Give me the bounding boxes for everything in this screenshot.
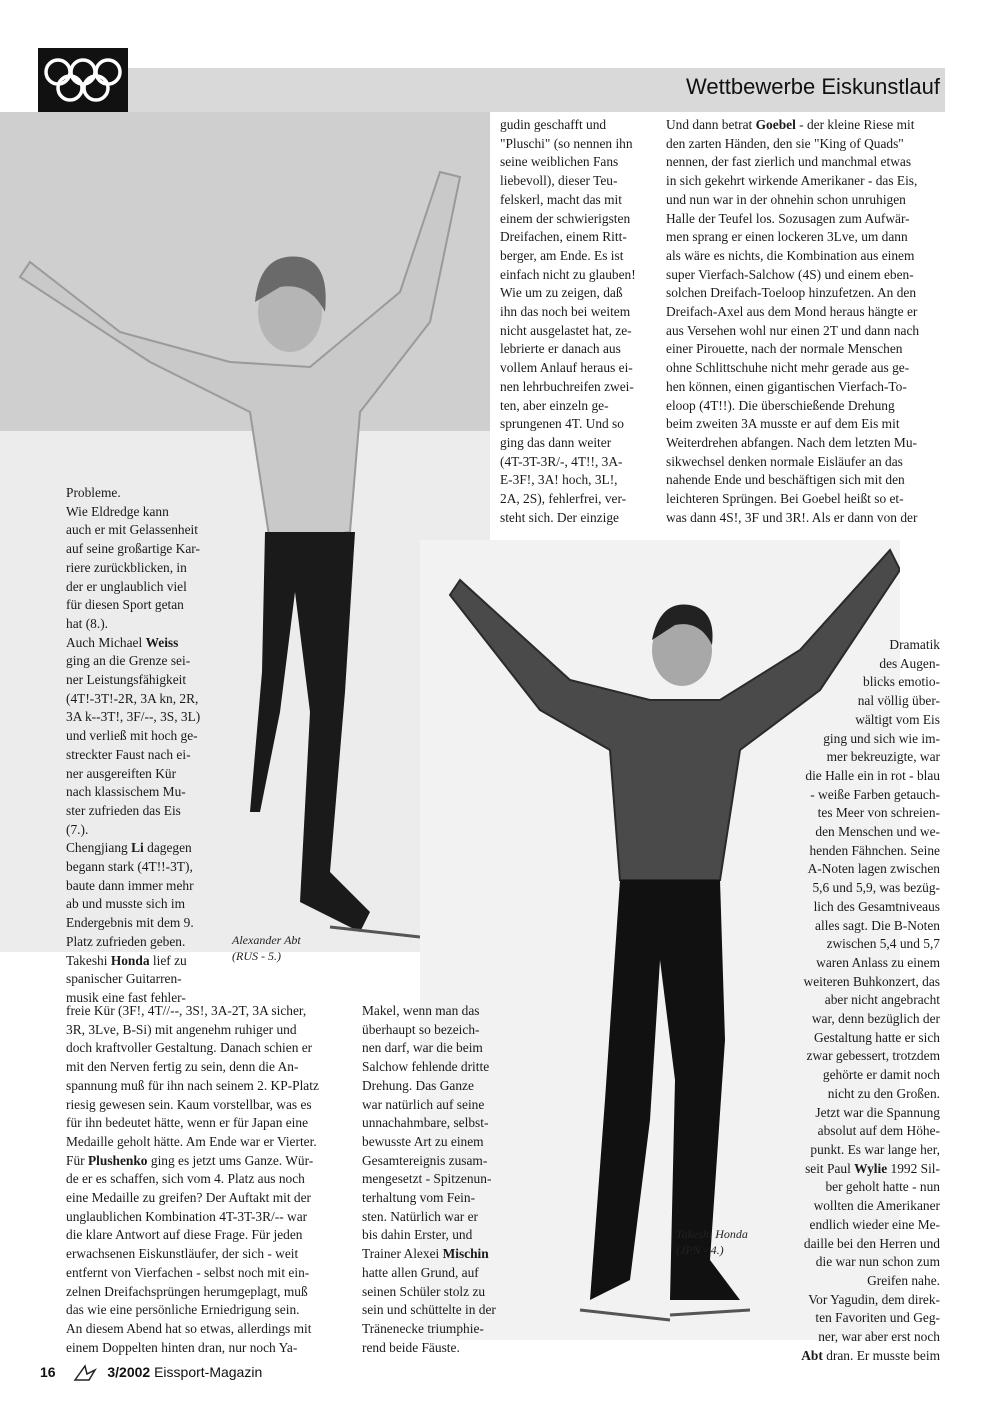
text-line: waren Anlass zu einem [816, 954, 940, 970]
text-span: dran. Er musste beim [826, 1347, 940, 1363]
text-line: ner ausgereiften Kür [66, 765, 177, 781]
caption-honda [676, 1226, 748, 1258]
text-line: ging und sich wie im- [823, 730, 940, 746]
text-line: des Augen- [879, 655, 940, 671]
text-line: endlich wieder eine Me- [809, 1216, 940, 1232]
text-line: nen darf, war die beim [362, 1040, 483, 1056]
text-line: hat (8.). [66, 615, 109, 631]
text-line: ner Leistungsfähigkeit [66, 672, 187, 688]
text-line: men sprang er einen lockeren 3Lve, um dann [666, 229, 908, 245]
text-line: ging das dann weiter [500, 434, 612, 450]
text-line: tes Meer von schreien- [817, 805, 940, 821]
column-2-top [500, 116, 648, 527]
text-line: die klare Antwort auf diese Frage. Für jeden [66, 1227, 303, 1243]
caption-abt-info: (RUS - 5.) [232, 949, 281, 963]
text-line: Drehung. Das Ganze [362, 1077, 474, 1093]
text-line: An diesem Abend hat so etwas, allerdings mit [66, 1320, 312, 1336]
text-line: hatte allen Grund, auf [362, 1264, 479, 1280]
text-line: Salchow fehlende dritte [362, 1059, 490, 1075]
text-line: nennen, der fast zierlich und manchmal etwas [666, 154, 912, 170]
text-line: was dann 4S!, 3F und 3R!. Als er dann von der [666, 509, 918, 525]
page-number: 16 [40, 1364, 56, 1380]
text-line: blicks emotio- [863, 674, 940, 690]
text-line: felskerl, macht das mit [500, 191, 622, 207]
text-line: (4T!-3T!-2R, 3A kn, 2R, [66, 690, 199, 706]
text-line: eloop (4T!!). Die überschießende Drehung [666, 397, 895, 413]
text-line: riere zurückblicken, in [66, 559, 187, 575]
text-line [362, 1245, 504, 1264]
text-line: hen können, einen gigantischen Vierfach-To- [666, 378, 907, 394]
text-line: doch kraftvoller Gestaltung. Danach schien er [66, 1040, 313, 1056]
text-line: weiteren Buhkonzert, das [803, 973, 940, 989]
text-line: bewusste Art zu einem [362, 1133, 484, 1149]
text-line: super Vierfach-Salchow (4S) und einem eben- [666, 266, 914, 282]
text-line: (7.). [66, 821, 89, 837]
text-line: zwar gebessert, trotzdem [806, 1048, 940, 1064]
caption-abt-name: Alexander Abt [232, 933, 301, 947]
text-line: den zarten Händen, den sie "King of Quads" [666, 135, 904, 151]
text-line: (4T-3T-3R/-, 4T!!, 3A- [500, 453, 623, 469]
text-line: lebrierte er danach aus [500, 341, 621, 357]
column-3-bottom [760, 636, 940, 1365]
text-span: dagegen [147, 840, 192, 856]
text-line: mer bekreuzigte, war [826, 749, 940, 765]
text-line: ging an die Grenze sei- [66, 653, 191, 669]
text-line: punkt. Es war lange her, [810, 1141, 940, 1157]
text-line: nen lehrbuchreifen zwei- [500, 378, 634, 394]
name-weiss: Weiss [145, 634, 179, 650]
text-line: aus Versehen wohl nur einen 2T und dann nach [666, 322, 920, 338]
text-line: ten Favoriten und Geg- [815, 1310, 940, 1326]
text-line: streckter Faust nach ei- [66, 746, 191, 762]
text-line: solchen Dreifach-Toeloop hinzufetzen. An den [666, 285, 917, 301]
text-line: begann stark (4T!!-3T), [66, 859, 193, 875]
caption-honda-info: (JPN - 4.) [676, 1243, 724, 1257]
text-line: Vor Yagudin, dem direk- [808, 1291, 940, 1307]
text-span: seit Paul [805, 1160, 851, 1176]
name-plushenko: Plushenko [87, 1152, 148, 1168]
text-line: riesig gewesen sein. Kaum vorstellbar, was es [66, 1096, 312, 1112]
text-line: auf seine großartige Kar- [66, 541, 200, 557]
text-line: Endergebnis mit dem 9. [66, 915, 194, 931]
text-line: Makel, wenn man das [362, 1003, 480, 1018]
name-abt: Abt [801, 1347, 823, 1363]
text-line: sprungenen 4T. Und so [500, 416, 624, 432]
text-line [66, 952, 216, 971]
text-line: ner, war aber erst noch [818, 1329, 940, 1345]
text-line: ihn das noch bei weitem [500, 304, 631, 320]
text-span: Auch Michael [66, 634, 143, 650]
text-line: Jetzt war die Spannung [815, 1104, 940, 1120]
name-wylie: Wylie [854, 1160, 888, 1176]
text-line: 3A k--3T!, 3F/--, 3S, 3L) [66, 709, 201, 725]
issue-number: 3/2002 [107, 1364, 151, 1380]
text-line: spannung muß für ihn nach seinem 2. KP-Platz [66, 1077, 319, 1093]
text-span: Für [66, 1152, 85, 1168]
text-line: 3R, 3Lve, B-Si) mit angenehm ruhiger und [66, 1021, 297, 1037]
section-title: Wettbewerbe Eiskunstlauf [686, 74, 940, 99]
text-line: war, denn bezüglich der [811, 1011, 940, 1027]
text-line: ber geholt hatte - nun [825, 1179, 940, 1195]
text-line: A-Noten lagen zwischen [807, 861, 940, 877]
text-line [760, 1160, 940, 1179]
text-line: mit den Nerven fertig zu sein, denn die An- [66, 1059, 299, 1075]
text-span: ging es jetzt ums Ganze. Wür- [150, 1152, 314, 1168]
text-line: für diesen Sport getan [66, 597, 184, 613]
text-line: für ihn bedeutet hätte, wenn er für Japan eine [66, 1115, 309, 1131]
text-line: sein und schüttelte in der [362, 1302, 496, 1318]
text-line: lich des Gesamtniveaus [813, 898, 940, 914]
text-line: und nun war in der ohnehin schon unruhigen [666, 191, 906, 207]
text-line: nicht ausgelastet hat, ze- [500, 322, 632, 338]
text-span: Und dann betrat [666, 117, 753, 132]
text-line: als wäre es nichts, die Kombination aus einem [666, 247, 915, 263]
name-honda: Honda [110, 952, 150, 968]
text-span: 1992 Sil- [890, 1160, 940, 1176]
text-line: Wie Eldredge kann [66, 503, 169, 519]
text-line: Wie um zu zeigen, daß [500, 285, 623, 301]
text-line: ab und musste sich im [66, 896, 186, 912]
text-line: sten. Natürlich war er [362, 1208, 479, 1224]
text-line: gudin geschafft und [500, 117, 607, 132]
text-line: terhaltung vom Fein- [362, 1190, 476, 1206]
name-mischin: Mischin [442, 1246, 489, 1262]
text-line: ten, aber einzeln ge- [500, 397, 609, 413]
text-line: vollem Anlauf heraus ei- [500, 360, 633, 376]
text-line: Gestaltung hatte er sich [813, 1029, 940, 1045]
text-line: Gesamtereignis zusam- [362, 1152, 488, 1168]
text-line: wollten die Amerikaner [813, 1198, 940, 1214]
text-line: alles sagt. Die B-Noten [815, 917, 940, 933]
text-span: - der kleine Riese mit [799, 117, 915, 132]
text-line: Dreifachen, einem Ritt- [500, 229, 627, 245]
text-line: überhaupt so bezeich- [362, 1021, 480, 1037]
text-line: war natürlich auf seine [362, 1096, 485, 1112]
text-line: aber nicht angebracht [824, 992, 940, 1008]
text-line [66, 839, 216, 858]
column-1-narrow [66, 484, 216, 1008]
text-line: 5,6 und 5,9, was bezüg- [812, 880, 940, 896]
text-line: 2A, 2S), fehlerfrei, ver- [500, 491, 627, 507]
text-line: nahende Ende und beschäftigen sich mit den [666, 472, 905, 488]
text-line: spanischer Guitarren- [66, 971, 182, 987]
text-line: "Pluschi" (so nennen ihn [500, 135, 633, 151]
text-line: ohne Schlittschuhe nicht mehr gerade aus ge- [666, 360, 910, 376]
text-line: nach klassischem Mu- [66, 784, 186, 800]
text-line: Platz zufrieden geben. [66, 933, 186, 949]
column-2-bottom [362, 1002, 504, 1357]
text-line: Medaille geholt hätte. Am Ende war er Vierter. [66, 1133, 317, 1149]
text-line: bis dahin Erster, und [362, 1227, 473, 1243]
caption-honda-name: Takeshi Honda [676, 1227, 748, 1241]
text-line: den Menschen und we- [815, 824, 940, 840]
text-line: Weiterdrehen abfangen. Nach dem letzten Mu- [666, 434, 917, 450]
text-line: steht sich. Der einzige [500, 509, 619, 525]
name-li: Li [131, 840, 144, 856]
text-line: henden Fähnchen. Seine [809, 842, 940, 858]
olympic-rings-logo [38, 48, 128, 112]
text-line: zelnen Dreifachsprüngen herumgeplagt, muß [66, 1283, 308, 1299]
text-line: das wie eine persönliche Erniedrigung sein. [66, 1302, 300, 1318]
text-line: freie Kür (3F!, 4T//--, 3S!, 3A-2T, 3A sicher, [66, 1003, 307, 1018]
text-line: die Halle ein in rot - blau [805, 767, 940, 783]
text-line: unglaublichen Kombination 4T-3T-3R/-- war [66, 1208, 308, 1224]
text-line: berger, am Ende. Es ist [500, 247, 624, 263]
text-line: auch er mit Gelassenheit [66, 522, 198, 538]
text-span: Takeshi [66, 952, 108, 968]
text-line: Dreifach-Axel aus dem Mond heraus hängte er [666, 304, 918, 320]
text-line: nicht zu den Großen. [827, 1085, 940, 1101]
text-line: die war nun schon zum [815, 1254, 940, 1270]
text-line: der er unglaublich viel [66, 578, 187, 594]
text-line: daille bei den Herren und [803, 1235, 940, 1251]
text-line: beim zweiten 3A musste er auf dem Eis mit [666, 416, 900, 432]
magazine-logo-icon [73, 1364, 97, 1382]
text-line: eine Medaille zu greifen? Der Auftakt mit der [66, 1190, 312, 1206]
text-span: lief zu [152, 952, 187, 968]
text-line: einfach nicht zu glauben! [500, 266, 636, 282]
text-line [760, 1347, 940, 1366]
column-3-top [666, 116, 944, 527]
text-line: Tränenecke triumphie- [362, 1320, 484, 1336]
text-line: seine weiblichen Fans [500, 154, 619, 170]
text-line: liebevoll), dieser Teu- [500, 173, 618, 189]
column-1-wide [66, 1002, 344, 1357]
text-line: Halle der Teufel los. Sozusagen zum Aufwär- [666, 210, 910, 226]
text-line: seinen Schüler stolz zu [362, 1283, 486, 1299]
text-line: E-3F!, 3A! hoch, 3L!, [500, 472, 618, 488]
text-span: Trainer Alexei [362, 1246, 440, 1262]
text-line: einem Doppelten hinten dran, nur noch Ya- [66, 1339, 298, 1355]
text-line: musik eine fast fehler- [66, 989, 186, 1005]
text-line: leichteren Sprüngen. Bei Goebel heißt so et- [666, 491, 904, 507]
text-line: gehörte er damit noch [822, 1067, 940, 1083]
text-line: - weiße Farben getauch- [810, 786, 940, 802]
name-goebel: Goebel [755, 117, 796, 132]
text-line: Dramatik [889, 637, 940, 652]
text-line: absolut auf dem Höhe- [817, 1123, 940, 1139]
text-line: und verließ mit hoch ge- [66, 728, 198, 744]
text-line: zwischen 5,4 und 5,7 [826, 936, 940, 952]
text-line: de er es schaffen, sich vom 4. Platz aus noch [66, 1171, 305, 1187]
text-line: entfernt von Vierfachen - selbst noch mit ein- [66, 1264, 310, 1280]
text-line: Probleme. [66, 485, 121, 500]
text-line: in sich gekehrt wirkende Amerikaner - das Eis, [666, 173, 918, 189]
text-span: Chengjiang [66, 840, 128, 856]
text-line: sikwechsel denken normale Eisläufer an das [666, 453, 903, 469]
text-line: nal völlig über- [857, 693, 940, 709]
text-line [66, 1152, 344, 1171]
text-line: einer Pirouette, nach der normale Menschen [666, 341, 903, 357]
text-line: einem der schwierigsten [500, 210, 631, 226]
text-line: Greifen nahe. [867, 1272, 940, 1288]
magazine-name: Eissport-Magazin [154, 1364, 263, 1380]
text-line: unnachahmbare, selbst- [362, 1115, 489, 1131]
caption-abt [232, 932, 301, 964]
footer [40, 1364, 262, 1382]
text-line: mengesetzt - Spitzenun- [362, 1171, 492, 1187]
text-line [666, 116, 944, 135]
text-line: baute dann immer mehr [66, 877, 194, 893]
text-line: wältigt vom Eis [855, 711, 940, 727]
text-line: rend beide Fäuste. [362, 1339, 460, 1355]
text-line: ster zufrieden das Eis [66, 802, 181, 818]
text-line [66, 634, 216, 653]
text-line: erwachsenen Eiskunstläufer, der sich - weit [66, 1246, 299, 1262]
